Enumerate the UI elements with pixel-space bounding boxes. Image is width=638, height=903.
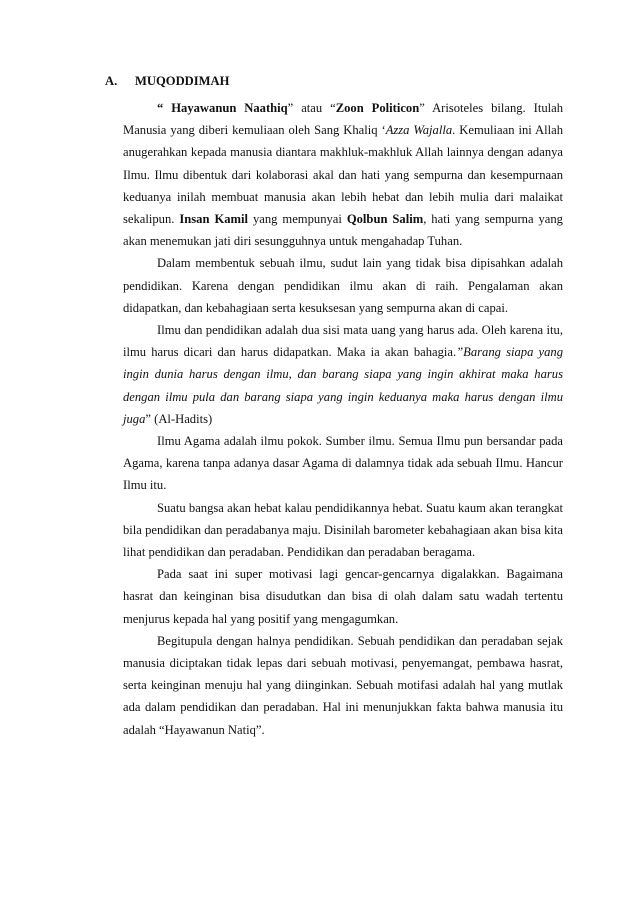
paragraph-text: . Kemuliaan ini Allah anugerahkan kepada manusia diantara makhluk-makhluk Allah lainnya dengan adanya Ilmu. Ilmu dibentuk dari kolaborasi akal dan hati yang sempurna dan kesempurnaan keduanya inilah membuat manusia akan lebih hebat dan lebih mulia dari malaikat sekalipun. xyxy=(123,123,563,227)
paragraph-text: Dalam membentuk sebuah ilmu, sudut lain yang tidak bisa dipisahkan adalah pendidikan. Karena dengan pendidikan ilmu akan di raih. Pengalaman akan didapatkan, dan kebahagiaan serta kesuksesan yang sempurna akan di capai. xyxy=(123,256,563,315)
section-title: MUQODDIMAH xyxy=(135,74,230,88)
paragraph-text: ” Arisoteles bilang. Itulah Manusia yang diberi kemuliaan oleh Sang Khaliq ‘ xyxy=(123,101,564,138)
paragraph-text: Ilmu dan pendidikan adalah dua sisi mata uang yang harus ada. Oleh karena itu, ilmu harus dicari dan harus didapatkan. Maka ia akan bahagia. xyxy=(123,323,563,360)
paragraph-text: Begitupula dengan halnya pendidikan. Sebuah pendidikan dan peradaban sejak manusia diciptakan tidak lepas dari sebuah motivasi, penyemangat, pembawa hasrat, serta keinginan menuju hal yang diinginkan. Sebuah motifasi adalah hal yang mutlak ada dalam pendidikan dan peradaban. Hal ini menunjukkan fakta bahwa manusia itu adalah “Hayawanun Natiq”. xyxy=(123,633,563,737)
italic-text: Azza Wajalla xyxy=(385,123,453,138)
bold-text: Insan Kamil xyxy=(179,212,249,227)
bold-text: “ Hayawanun Naathiq xyxy=(157,101,288,115)
paragraph-text: , hati yang sempurna yang akan menemukan jati diri sesungguhnya untuk mengahadap Tuhan. xyxy=(123,212,563,249)
section-heading xyxy=(105,74,229,89)
paragraph-text: ” atau “ xyxy=(287,101,336,115)
paragraph xyxy=(123,319,563,430)
paragraph xyxy=(123,497,563,564)
italic-text: ”Barang siapa yang ingin dunia harus dengan ilmu, dan barang siapa yang ingin akhirat maka harus dengan ilmu pula dan barang siapa yang ingin keduanya maka harus dengan ilmu juga xyxy=(123,345,564,426)
bold-text: Qolbun Salim xyxy=(346,212,424,227)
paragraph xyxy=(123,97,563,252)
section-number: A. xyxy=(105,74,118,88)
paragraph-text: Pada saat ini super motivasi lagi gencar-gencarnya digalakkan. Bagaimana hasrat dan keinginan bisa disudutkan dan bisa di olah dalam satu wadah tertentu menjurus kepada hal yang positif yang mengagumkan. xyxy=(123,567,563,626)
bold-text: Zoon Politicon xyxy=(335,101,420,115)
paragraph xyxy=(123,563,563,630)
paragraph xyxy=(123,430,563,497)
paragraph-text: Ilmu Agama adalah ilmu pokok. Sumber ilmu. Semua Ilmu pun bersandar pada Agama, karena tanpa adanya dasar Agama di dalamnya tidak ada sebuah Ilmu. Hancur Ilmu itu. xyxy=(123,434,563,493)
paragraph-text: ” (Al-Hadits) xyxy=(145,411,213,426)
paragraph-text: yang mempunyai xyxy=(248,212,347,227)
paragraph-text: Suatu bangsa akan hebat kalau pendidikannya hebat. Suatu kaum akan terangkat bila pendidikan dan peradabanya maju. Disinilah barometer kebahagiaan akan bisa kita lihat pendidikan dan peradaban. Pendidikan dan peradaban beragama. xyxy=(123,500,563,560)
paragraph xyxy=(123,252,563,319)
body-text xyxy=(123,97,563,741)
paragraph xyxy=(123,630,563,741)
